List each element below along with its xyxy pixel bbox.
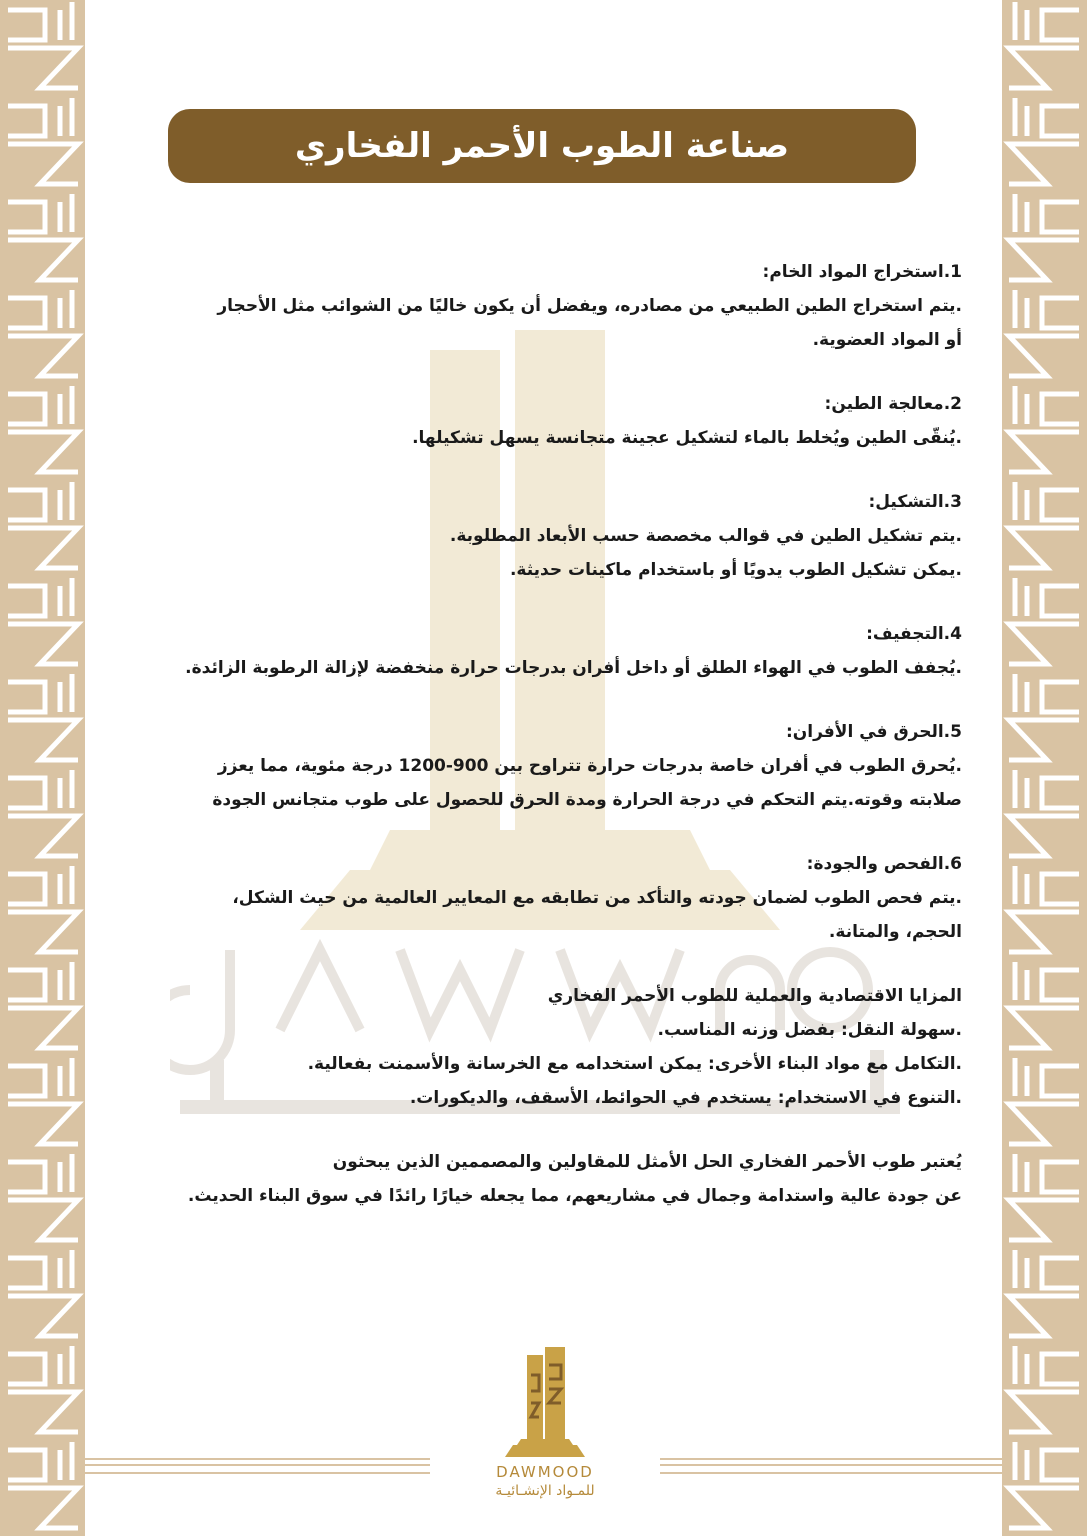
section-line: .يتم فحص الطوب لضمان جودته والتأكد من تطابقه مع المعايير العالمية من حيث الشكل، bbox=[232, 888, 962, 908]
tribal-pattern-icon bbox=[1002, 0, 1087, 1536]
section-line: .يُحرق الطوب في أفران خاصة بدرجات حرارة تتراوح بين 900-1200 درجة مئوية، مما يعزز bbox=[217, 756, 962, 776]
section-heading: 4.التجفيف: bbox=[866, 624, 962, 644]
benefit-item: .سهولة النقل: بفضل وزنه المناسب. bbox=[657, 1020, 962, 1040]
tribal-pattern-icon bbox=[0, 0, 85, 1536]
section-line: صلابته وقوته.يتم التحكم في درجة الحرارة ومدة الحرق للحصول على طوب متجانس الجودة bbox=[212, 790, 962, 810]
title-banner bbox=[168, 109, 916, 183]
footer-divider-left bbox=[85, 1458, 430, 1474]
section-line: .يتم تشكيل الطين في قوالب مخصصة حسب الأبعاد المطلوبة. bbox=[449, 526, 962, 546]
article-body bbox=[130, 255, 962, 1213]
building-logo-icon bbox=[465, 1345, 625, 1463]
company-logo bbox=[465, 1345, 625, 1505]
closing-line: يُعتبر طوب الأحمر الفخاري الحل الأمثل للمقاولين والمصممين الذين يبحثون bbox=[332, 1152, 962, 1172]
left-decorative-border bbox=[0, 0, 85, 1536]
section-quality bbox=[130, 847, 962, 949]
section-line: .يُنقّى الطين ويُخلط بالماء لتشكيل عجينة متجانسة يسهل تشكيلها. bbox=[412, 428, 962, 448]
section-heading: 2.معالجة الطين: bbox=[824, 394, 962, 414]
section-heading: 6.الفحص والجودة: bbox=[806, 854, 962, 874]
footer-divider-right bbox=[660, 1458, 1002, 1474]
logo-subtitle-text: للمـواد الإنشـائيـة bbox=[495, 1483, 595, 1499]
section-line: .يُجفف الطوب في الهواء الطلق أو داخل أفران بدرجات حرارة منخفضة لإزالة الرطوبة الزائدة. bbox=[185, 658, 962, 678]
logo-brand-text: DAWMOOD bbox=[496, 1463, 594, 1481]
section-firing bbox=[130, 715, 962, 817]
section-line: .يمكن تشكيل الطوب يدويًا أو باستخدام ماكينات حديثة. bbox=[509, 560, 962, 580]
section-drying bbox=[130, 617, 962, 685]
section-line: أو المواد العضوية. bbox=[812, 330, 962, 350]
section-heading: 1.استخراج المواد الخام: bbox=[762, 262, 962, 282]
section-line: الحجم، والمتانة. bbox=[828, 922, 962, 942]
benefits-heading: المزايا الاقتصادية والعملية للطوب الأحمر الفخاري bbox=[547, 986, 962, 1006]
benefits-list bbox=[130, 979, 962, 1115]
section-heading: 3.التشكيل: bbox=[868, 492, 962, 512]
page-title: صناعة الطوب الأحمر الفخاري bbox=[294, 126, 790, 166]
closing-line: عن جودة عالية واستدامة وجمال في مشاريعهم، مما يجعله خيارًا رائدًا في سوق البناء الحديث. bbox=[187, 1186, 962, 1206]
benefit-item: .التكامل مع مواد البناء الأخرى: يمكن استخدامه مع الخرسانة والأسمنت بفعالية. bbox=[307, 1054, 962, 1074]
right-decorative-border bbox=[1002, 0, 1087, 1536]
closing-paragraph bbox=[130, 1145, 962, 1213]
section-clay-processing bbox=[130, 387, 962, 455]
section-extraction bbox=[130, 255, 962, 357]
benefit-item: .التنوع في الاستخدام: يستخدم في الحوائط، الأسقف، والديكورات. bbox=[409, 1088, 962, 1108]
section-line: .يتم استخراج الطين الطبيعي من مصادره، ويفضل أن يكون خاليًا من الشوائب مثل الأحجار bbox=[217, 296, 962, 316]
section-shaping bbox=[130, 485, 962, 587]
section-heading: 5.الحرق في الأفران: bbox=[785, 722, 962, 742]
